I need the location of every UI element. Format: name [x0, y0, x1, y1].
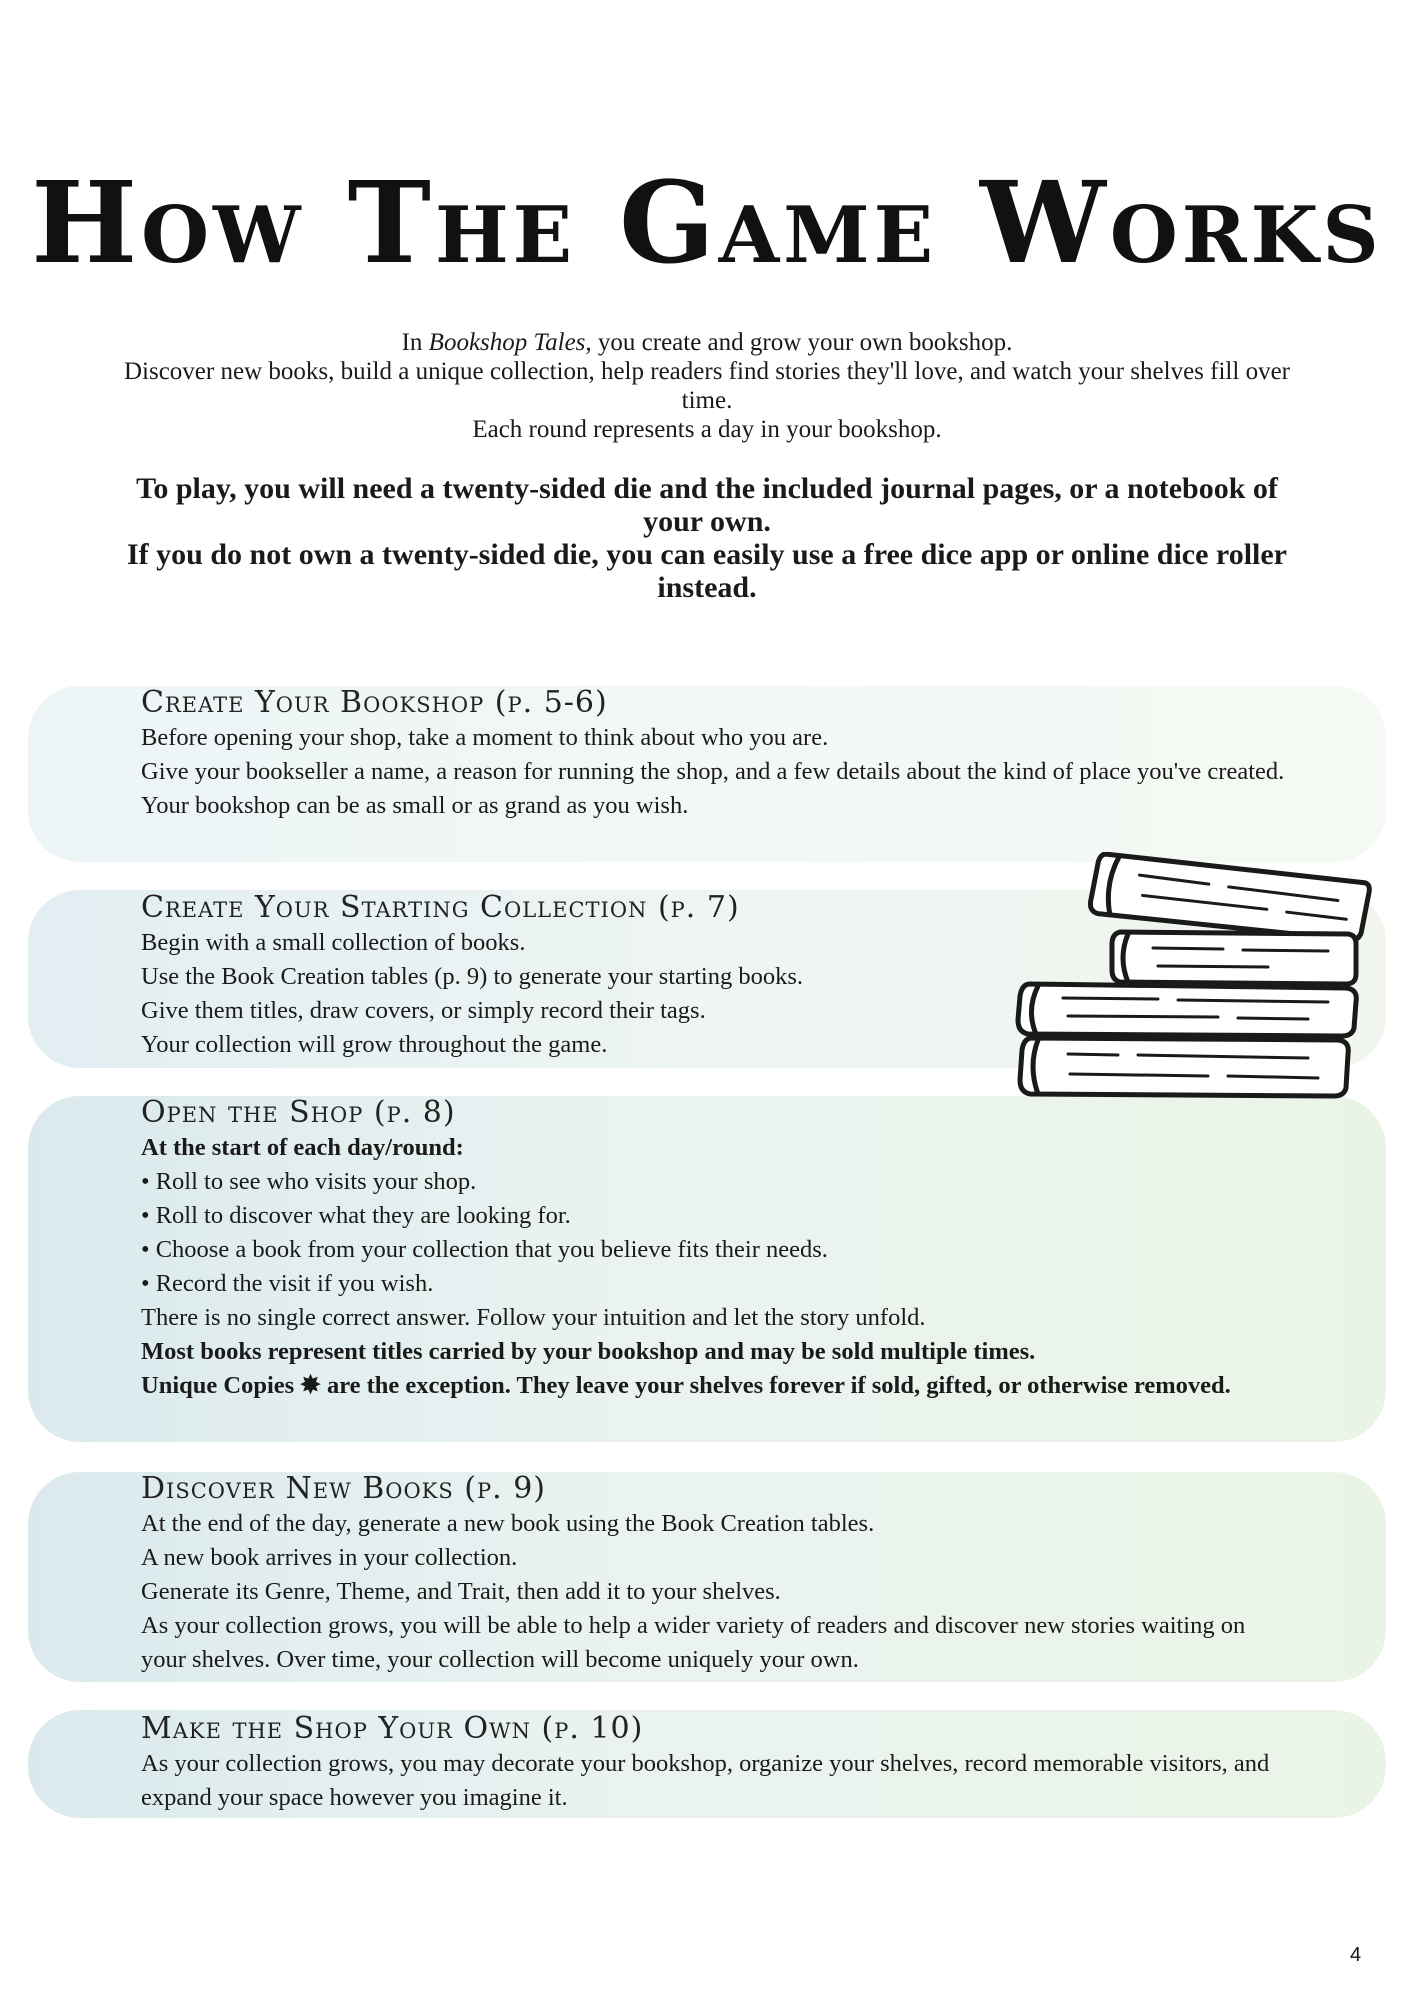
section-heading: Discover New Books (p. 9)	[141, 1471, 546, 1506]
section-line: A new book arrives in your collection.	[141, 1544, 518, 1571]
requirements-text	[120, 472, 1294, 604]
section-line: Begin with a small collection of books.	[141, 929, 526, 956]
book-stack-icon	[1008, 852, 1378, 1102]
bullet-item: • Choose a book from your collection that you believe fits their needs.	[141, 1236, 828, 1263]
intro-line-2: Discover new books, build a unique collection, help readers find stories they'll love, and watch your shelves fill over time.	[123, 358, 1290, 414]
section-line: Give them titles, draw covers, or simply record their tags.	[141, 997, 706, 1024]
intro-line-1	[120, 328, 1294, 357]
section-line: At the end of the day, generate a new book using the Book Creation tables.	[141, 1510, 875, 1537]
section-open-shop	[141, 1096, 1291, 1403]
section-heading: Create Your Bookshop (p. 5-6)	[141, 685, 608, 720]
section-subheading: At the start of each day/round:	[141, 1134, 464, 1161]
intro-line-3: Each round represents a day in your bookshop.	[472, 416, 942, 443]
intro-line-1-end: , you create and grow your own bookshop.	[585, 329, 1013, 356]
section-line: Your collection will grow throughout the game.	[141, 1031, 608, 1058]
requirements-line-1: To play, you will need a twenty-sided die and the included journal pages, or a notebook of your own.	[136, 472, 1278, 538]
requirements-line-2: If you do not own a twenty-sided die, you can easily use a free dice app or online dice roller instead.	[126, 538, 1287, 604]
page-title: How The Game Works	[31, 158, 1383, 289]
section-heading: Create Your Starting Collection (p. 7)	[141, 890, 740, 925]
section-line: Before opening your shop, take a moment to think about who you are.	[141, 724, 829, 751]
intro-line-1-start: In	[401, 329, 429, 356]
section-discover-books	[141, 1472, 1291, 1677]
section-line: Generate its Genre, Theme, and Trait, then add it to your shelves.	[141, 1578, 781, 1605]
game-title-italic: Bookshop Tales	[428, 329, 586, 356]
section-line: Use the Book Creation tables (p. 9) to generate your starting books.	[141, 963, 804, 990]
section-line: There is no single correct answer. Follow your intuition and let the story unfold.	[141, 1304, 926, 1331]
section-heading: Make the Shop Your Own (p. 10)	[141, 1711, 644, 1746]
bullet-item: • Roll to discover what they are looking for.	[141, 1202, 571, 1229]
section-line: As your collection grows, you may decorate your bookshop, organize your shelves, record memorable visitors, and expand your space however you imagine it.	[141, 1750, 1270, 1811]
bullet-item: • Roll to see who visits your shop.	[141, 1168, 477, 1195]
page-number: 4	[1350, 1944, 1362, 1966]
section-line: Give your bookseller a name, a reason for running the shop, and a few details about the kind of place you've created.	[141, 758, 1285, 785]
intro-text	[120, 328, 1294, 444]
section-create-bookshop	[141, 686, 1291, 823]
section-heading: Open the Shop (p. 8)	[141, 1095, 456, 1130]
section-line-bold: Most books represent titles carried by your bookshop and may be sold multiple times.	[141, 1338, 1036, 1365]
section-line: As your collection grows, you will be able to help a wider variety of readers and discover new stories waiting on your shelves. Over time, your collection will become uniquely your own.	[141, 1612, 1246, 1673]
section-make-own	[141, 1712, 1291, 1815]
bullet-item: • Record the visit if you wish.	[141, 1270, 434, 1297]
section-line: Your bookshop can be as small or as grand as you wish.	[141, 792, 689, 819]
section-line-bold: Unique Copies ✸ are the exception. They leave your shelves forever if sold, gifted, or otherwise removed.	[141, 1372, 1231, 1399]
